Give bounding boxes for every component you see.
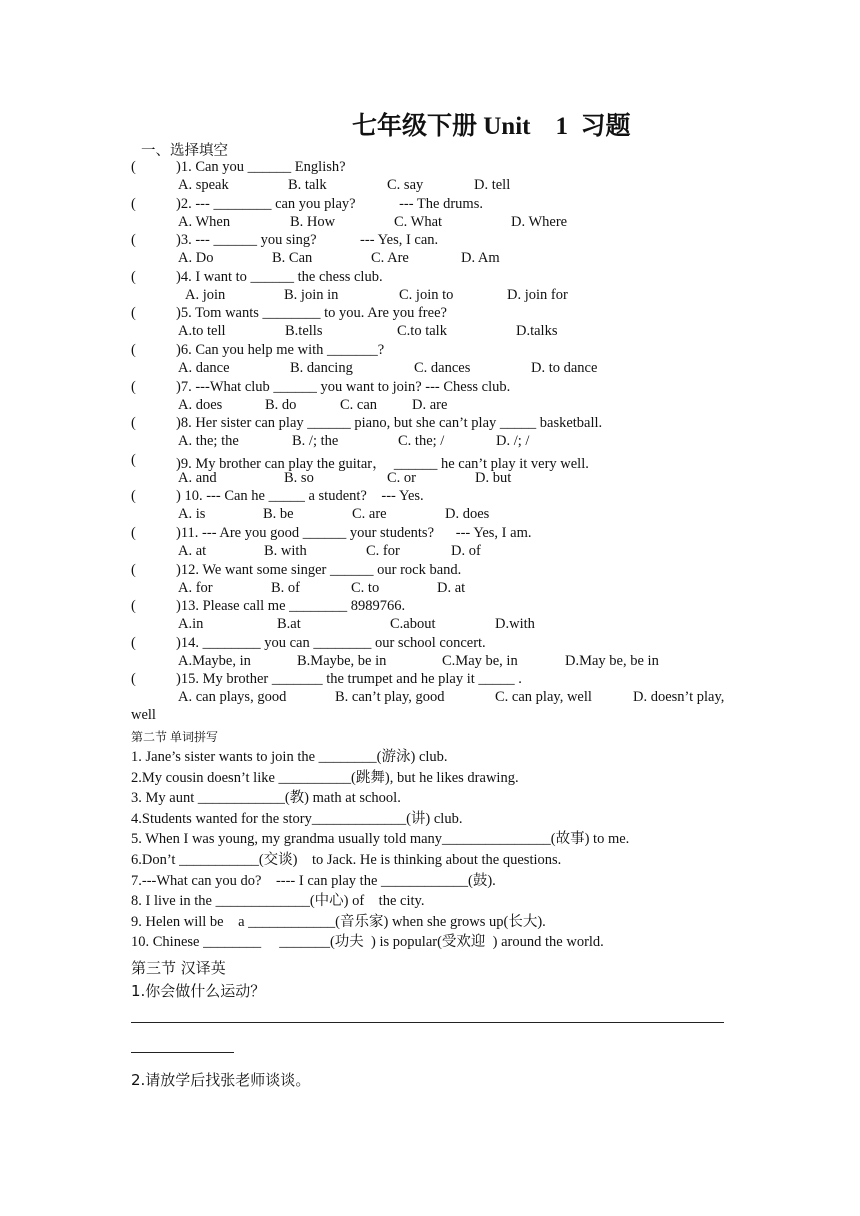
section3-heading: 第三节 汉译英 xyxy=(131,959,226,977)
question xyxy=(0,671,860,723)
multiple-choice-list xyxy=(0,159,860,723)
answer-paren: ( xyxy=(131,561,136,578)
option: A.to tell xyxy=(178,323,226,340)
option: D.talks xyxy=(516,323,558,340)
question-stem: )9. My brother can play the guitar， ______ he can’t play it very well. xyxy=(176,455,589,472)
question xyxy=(0,488,860,525)
option: B.Maybe, be in xyxy=(297,652,387,669)
question-stem: )4. I want to ______ the chess club. xyxy=(176,268,383,285)
answer-paren: ( xyxy=(131,341,136,358)
question xyxy=(0,269,860,306)
option: B. talk xyxy=(288,177,327,193)
question xyxy=(0,415,860,452)
option: C.about xyxy=(390,616,436,633)
option: A. can plays, good xyxy=(178,689,287,706)
option: B.tells xyxy=(285,323,323,340)
spelling-item: 7.---What can you do? ---- I can play the ____________(鼓). xyxy=(131,872,496,889)
option: D. doesn’t play, xyxy=(633,689,725,706)
option: C. for xyxy=(366,542,400,559)
option: D. join for xyxy=(507,286,568,303)
question-stem: )6. Can you help me with _______? xyxy=(176,341,385,358)
option: B. /; the xyxy=(292,433,339,450)
option: A. and xyxy=(178,469,217,486)
option: D. of xyxy=(451,542,481,559)
option: D. to dance xyxy=(531,359,598,376)
option: B. Can xyxy=(272,250,313,267)
question xyxy=(0,379,860,416)
question-stem: )7. ---What club ______ you want to join? --- Chess club. xyxy=(176,378,511,395)
translation-item: 2.请放学后找张老师谈谈。 xyxy=(131,1071,311,1089)
translation-item: 1.你会做什么运动？ xyxy=(131,982,266,1000)
option: D.with xyxy=(495,616,535,633)
option: B. dancing xyxy=(290,359,353,376)
option: C. to xyxy=(351,579,380,596)
option: A. for xyxy=(178,579,213,596)
option: D. /; / xyxy=(496,433,530,450)
question-stem: )15. My brother _______ the trumpet and he play it _____ . xyxy=(176,671,522,688)
spelling-list xyxy=(131,745,629,951)
option: D. but xyxy=(475,469,512,486)
option: D. at xyxy=(437,579,466,596)
question xyxy=(0,342,860,379)
option: B. can’t play, good xyxy=(335,689,445,706)
answer-paren: ( xyxy=(131,305,136,322)
answer-paren: ( xyxy=(131,451,136,468)
spelling-item: 6.Don’t ___________(交谈) to Jack. He is thinking about the questions. xyxy=(131,851,562,868)
answer-line xyxy=(131,1052,234,1053)
option: B. of xyxy=(271,579,300,596)
option: A. is xyxy=(178,506,206,523)
spelling-item: 2.My cousin doesn’t like __________(跳舞), but he likes drawing. xyxy=(131,769,519,786)
section1-heading: 一、选择填空 xyxy=(141,143,228,159)
option: A.Maybe, in xyxy=(178,652,251,669)
option: D. does xyxy=(445,506,490,523)
question xyxy=(0,232,860,269)
answer-paren: ( xyxy=(131,159,136,175)
option: A. When xyxy=(178,213,231,230)
option: C. can play, well xyxy=(495,689,592,706)
question-stem: )13. Please call me ________ 8989766. xyxy=(176,598,406,615)
question-stem: ) 10. --- Can he _____ a student? --- Yes. xyxy=(176,488,424,505)
question xyxy=(0,562,860,599)
option: B. How xyxy=(290,213,336,230)
spelling-item: 5. When I was young, my grandma usually told many_______________(故事) to me. xyxy=(131,831,630,848)
question-stem: )11. --- Are you good ______ your students? --- Yes, I am. xyxy=(176,524,532,541)
option: D.May be, be in xyxy=(565,652,659,669)
answer-paren: ( xyxy=(131,524,136,541)
option: D. tell xyxy=(474,177,511,193)
answer-paren: ( xyxy=(131,378,136,395)
answer-paren: ( xyxy=(131,232,136,249)
option: B. join in xyxy=(284,286,339,303)
spelling-item: 4.Students wanted for the story_____________(讲) club. xyxy=(131,810,463,827)
option: A. speak xyxy=(178,177,229,193)
answer-paren: ( xyxy=(131,268,136,285)
question xyxy=(0,635,860,672)
option: A. at xyxy=(178,542,207,559)
spelling-item: 8. I live in the _____________(中心) of the city. xyxy=(131,893,425,910)
option: A. does xyxy=(178,396,223,413)
spelling-item: 10. Chinese ________ _______(功夫 ) is popular(受欢迎 ) around the world. xyxy=(131,934,604,951)
question xyxy=(0,452,860,489)
question xyxy=(0,525,860,562)
option-wrap: well xyxy=(131,707,156,724)
question-stem: )14. ________ you can ________ our school concert. xyxy=(176,634,486,651)
option: C.May be, in xyxy=(442,652,518,669)
option: C. What xyxy=(394,213,443,230)
option: A.in xyxy=(178,616,204,633)
option: D. Where xyxy=(511,213,568,230)
spelling-item: 3. My aunt ____________(教) math at school. xyxy=(131,790,401,807)
question-stem: )5. Tom wants ________ to you. Are you free? xyxy=(176,305,447,322)
answer-paren: ( xyxy=(131,488,136,505)
question xyxy=(0,196,860,233)
page-title: 七年级下册 Unit 1 习题 xyxy=(352,113,631,140)
option: C. are xyxy=(352,506,387,523)
question xyxy=(0,598,860,635)
option: A. the; the xyxy=(178,433,239,450)
question-stem: )12. We want some singer ______ our rock band. xyxy=(176,561,462,578)
answer-line xyxy=(131,1022,724,1023)
option: C. or xyxy=(387,469,416,486)
option: A. dance xyxy=(178,359,230,376)
spelling-item: 9. Helen will be a ____________(音乐家) when she grows up(长大). xyxy=(131,913,546,930)
option: C. Are xyxy=(371,250,409,267)
option: C. say xyxy=(387,177,424,193)
option: B. be xyxy=(263,506,294,523)
option: B. with xyxy=(264,542,307,559)
option: B. do xyxy=(265,396,297,413)
question xyxy=(0,159,860,196)
question-stem: )2. --- ________ can you play? --- The drums. xyxy=(176,195,483,212)
answer-paren: ( xyxy=(131,671,136,688)
question-stem: )1. Can you ______ English? xyxy=(176,159,346,175)
option: D. are xyxy=(412,396,448,413)
option: C. dances xyxy=(414,359,471,376)
option: B. so xyxy=(284,469,314,486)
option: C. join to xyxy=(399,286,454,303)
answer-paren: ( xyxy=(131,634,136,651)
option: C. can xyxy=(340,396,378,413)
question-stem: )8. Her sister can play ______ piano, but she can’t play _____ basketball. xyxy=(176,415,603,432)
question-stem: )3. --- ______ you sing? --- Yes, I can. xyxy=(176,232,439,249)
option: C.to talk xyxy=(397,323,447,340)
answer-paren: ( xyxy=(131,415,136,432)
question xyxy=(0,305,860,342)
option: B.at xyxy=(277,616,301,633)
answer-paren: ( xyxy=(131,598,136,615)
option: C. the; / xyxy=(398,433,445,450)
option: D. Am xyxy=(461,250,500,267)
spelling-item: 1. Jane’s sister wants to join the ________(游泳) club. xyxy=(131,749,448,765)
answer-paren: ( xyxy=(131,195,136,212)
option: A. join xyxy=(185,286,226,303)
option: A. Do xyxy=(178,250,214,267)
section2-heading: 第二节 单词拼写 xyxy=(131,730,219,744)
